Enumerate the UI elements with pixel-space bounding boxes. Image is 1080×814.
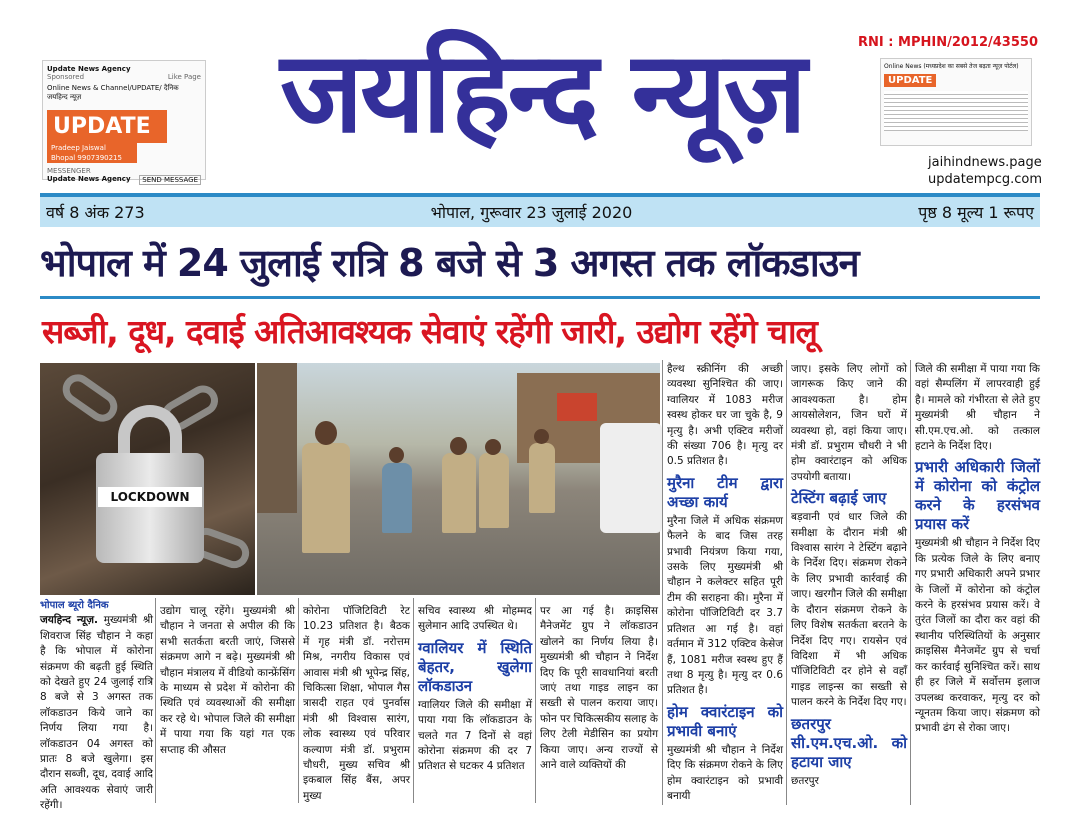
ad-messenger: MESSENGER [47,167,91,175]
column-text: ग्वालियर जिले की समीक्षा में पाया गया कि लॉकडाउन के चलते गत 7 दिनों से वहां कोरोना संक्रमण की दर 7 प्रतिशत से घटकर 4 प्रतिशत [418,698,532,773]
rni-number: RNI : MPHIN/2012/43550 [858,35,1038,50]
article-column-1 [40,598,153,812]
article-column-5 [540,604,658,804]
date-bar [40,193,1040,227]
article-column-2 [160,604,295,804]
article-column-8 [915,362,1040,804]
ad-brand: UPDATE [47,110,167,143]
column-text: जिले की समीक्षा में पाया गया कि वहां सैम्पलिंग में लापरवाही हुई है। मामले को गंभीरता से लेते हुए मुख्यमंत्री श्री चौहान ने सी.एम.एच.ओ. को तत्काल हटाने के निर्देश दिए। [915,363,1040,453]
ad-sponsored: Sponsored [47,73,85,81]
subhead-chhatarpur: छतरपुर सी.एम.एच.ओ. को हटाया जाए [791,714,907,771]
article-column-4 [418,604,532,804]
ad-description: Online News & Channel/UPDATE/ दैनिक जयहिन्द न्यूज़ [47,84,179,101]
police-street-photo [257,363,660,595]
headline-rule [40,296,1040,299]
column-text: उद्योग चालू रहेंगे। मुख्यमंत्री श्री चौहान ने जनता से अपील की कि सभी सतर्कता बरती जाएं, जिससे संक्रमण आगे न बढ़े। मुख्यमंत्री श्री चौहान मंत्रालय में वीडियो कान्फ्रेंसिंग के माध्यम से प्रदेश में कोरोना की स्थिति एवं व्यवस्थाओं की समीक्षा कर रहे थे। भोपाल जिले की समीक्षा में पाया गया कि यहां गत एक सप्ताह की औसत [160,605,295,756]
issue-number: वर्ष 8 अंक 273 [46,203,145,222]
ad-person: Pradeep Jaiswal [47,143,137,153]
issue-date: भोपाल, गुरूवार 23 जुलाई 2020 [430,203,633,222]
column-text: कोरोना पॉजिटिविटी रेट 10.23 प्रतिशत है। बैठक में गृह मंत्री डॉ. नरोत्तम मिश्र, नगरीय विकास एवं आवास मंत्री श्री भूपेन्द्र सिंह, चिकित्सा शिक्षा, भोपाल गैस त्रासदी राहत एवं पुनर्वास मंत्री श्री विश्वास सारंग, लोक स्वास्थ्य एवं परिवार कल्याण मंत्री डॉ. प्रभुराम चौधरी, मुख्य सचिव श्री इकबाल सिंह बैंस, अपर मुख्य [303,605,410,802]
sub-headline: सब्जी, दूध, दवाई अतिआवश्यक सेवाएं रहेंगी जारी, उद्योग रहेंगे चालू [42,312,817,351]
ad-agency-name: Update News Agency [47,65,131,73]
facebook-ad-left[interactable] [42,60,206,184]
subhead-gwalior: ग्वालियर में स्थिति बेहतर, खुलेगा लॉकडाउन [418,638,532,695]
column-text: जाए। इसके लिए लोगों को जागरूक किए जाने की आवश्यकता है। होम आयसोलेशन, जिन घरों में व्यवस्था हो, वहां किया जाए। मंत्री डॉ. प्रभुराम चौधरी ने भी होम क्वारंटाइन को अधिक उपयोगी बताया। [791,363,907,483]
column-text: बड़वानी एवं धार जिले की समीक्षा के दौरान मंत्री श्री विश्वास सारंग ने टेस्टिंग बढ़ाने के निर्देश दिए। संक्रमण रोकने के लिए प्रभावी कार्रवाई की जाए। खरगौन जिले की समीक्षा के दौरान संक्रमण रोकने के लिए विशेष सतर्कता बरतने के निर्देश दिए गए। रायसेन एवं विदिशा में भी अधिक पॉजिटिविटी दर होने से वहाँ गाइड लाइन्स का सख्ती से पालन करने के निर्देश दिए गए। [791,511,907,709]
column-text: पर आ गई है। क्राइसिस मैनेजमेंट ग्रुप ने लॉकडाउन खोलने का निर्णय लिया है। मुख्यमंत्री श्री चौहान ने निर्देश दिए कि पूरी सावधानियां बरती जाएं तथा गाइड लाइन का सख्ती से पालन कराया जाए। फोन पर चिकित्सकीय सलाह के लिए टेली मेडीसिन का प्रयोग किया जाए। अन्य राज्यों से आने वाले व्यक्तियों की [540,605,658,772]
column-text: मुख्यमंत्री श्री शिवराज सिंह चौहान ने कहा है कि भोपाल में कोरोना संक्रमण की बढ़ती हुई स्थिति को देखते हुए 24 जुलाई रात्रि 8 बजे से 3 अगस्त तक लॉकडाउन किये जाने का निर्णय लिया गया है। लॉकडाउन 04 अगस्त को प्रातः 8 बजे खुलेगा। इस दौरान सब्जी, दूध, दवाई आदि अति आवश्यक सेवाएं जारी रहेंगी। [40,614,153,812]
column-text: मुख्यमंत्री श्री चौहान ने निर्देश दिए कि प्रत्येक जिले के लिए बनाए गए प्रभारी अधिकारी अपने प्रभार के जिलों में कोरोना को कंट्रोल करने के हरसंभव प्रयास करें। वे तुरंत जिलों का दौरा कर वहां की स्थानीय परिस्थितियों के अनुसार क्राइसिस मैनेजमेंट ग्रुप से चर्चा कर कार्रवाई सुनिश्चित करें। साथ ही हर जिले में सर्वोत्तम इलाज उपलब्ध करवाकर, मृत्यु दर को न्यूनतम किया जाए। संक्रमण को प्रभावी ढंग से रोका जाए। [915,537,1040,735]
byline: भोपाल ब्यूरो दैनिक [40,600,109,611]
subhead-officers: प्रभारी अधिकारी जिलों में कोरोना को कंट्रोल करने के हरसंभव प्रयास करें [915,458,1040,534]
byline-source: जयहिन्द न्यूज़. [40,614,99,627]
subhead-testing: टेस्टिंग बढ़ाई जाए [791,489,887,508]
chain-link-icon [57,369,123,428]
ad-phone: Bhopal 9907390215 [47,153,137,163]
subhead-home-quarantine: होम क्वारंटाइन को प्रभावी बनाएं [667,702,783,740]
newspaper-masthead: जयहिन्द न्यूज़ [280,28,804,158]
lockdown-photo [40,363,255,595]
main-headline: भोपाल में 24 जुलाई रात्रि 8 बजे से 3 अगस्त तक लॉकडाउन [40,241,859,285]
vehicle [600,423,662,533]
like-page-button[interactable]: Like Page [167,73,201,81]
article-column-3 [303,604,410,804]
ad-right[interactable] [880,58,1032,146]
ad-agency-footer: Update News Agency [47,175,131,183]
column-text: हैल्थ स्क्रीनिंग की अच्छी व्यवस्था सुनिश्चित की जाए। ग्वालियर में 1083 मरीज स्वस्थ होकर घर जा चुके है, 9 मृत्यु है। अभी एक्टिव मरीजों की संख्या 706 है। मृत्यु दर 0.5 प्रतिशत है। [667,363,783,468]
column-text: मुख्यमंत्री श्री चौहान ने निर्देश दिए कि संक्रमण रोकने के लिए होम क्वारंटाइन को प्रभावी बनायी [667,743,783,802]
website-link-2[interactable]: updatempcg.com [928,172,1043,187]
page-price: पृष्ठ 8 मूल्य 1 रूपए [918,203,1034,222]
column-text: छतरपुर [791,774,819,787]
ad-right-brand: UPDATE [884,74,936,87]
send-message-button[interactable]: SEND MESSAGE [139,175,201,185]
subhead-morena: मुरैना टीम द्वारा अच्छा कार्य [667,473,783,511]
ad-right-thumbnail [884,91,1028,131]
article-column-7 [791,362,907,804]
padlock-icon [96,453,204,563]
article-column-6 [667,362,783,804]
padlock-label: LOCKDOWN [98,487,202,507]
column-text: सचिव स्वास्थ्य श्री मोहम्मद सुलेमान आदि उपस्थित थे। [418,605,532,633]
website-link-1[interactable]: jaihindnews.page [928,155,1042,170]
column-text: मुरैना जिले में अधिक संक्रमण फैलने के बाद जिस तरह प्रभावी नियंत्रण किया गया, उसके लिए मुख्यमंत्री श्री चौहान ने कलेक्टर सहित पूरी टीम की सराहना की। मुरैना में कोरोना पॉजिटिविटी दर 3.7 प्रतिशत आ गई है। वहां वर्तमान में 312 एक्टिव केसेज हैं, 1081 मरीज स्वस्थ हुए हैं तथा 8 मृत्यु है। मृत्यु दर 0.6 प्रतिशत है। [667,514,783,697]
ad-right-desc: Online News (मध्यप्रदेश का सबसे तेज बढ़ता न्यूज़ पोर्टल) [884,63,1019,70]
